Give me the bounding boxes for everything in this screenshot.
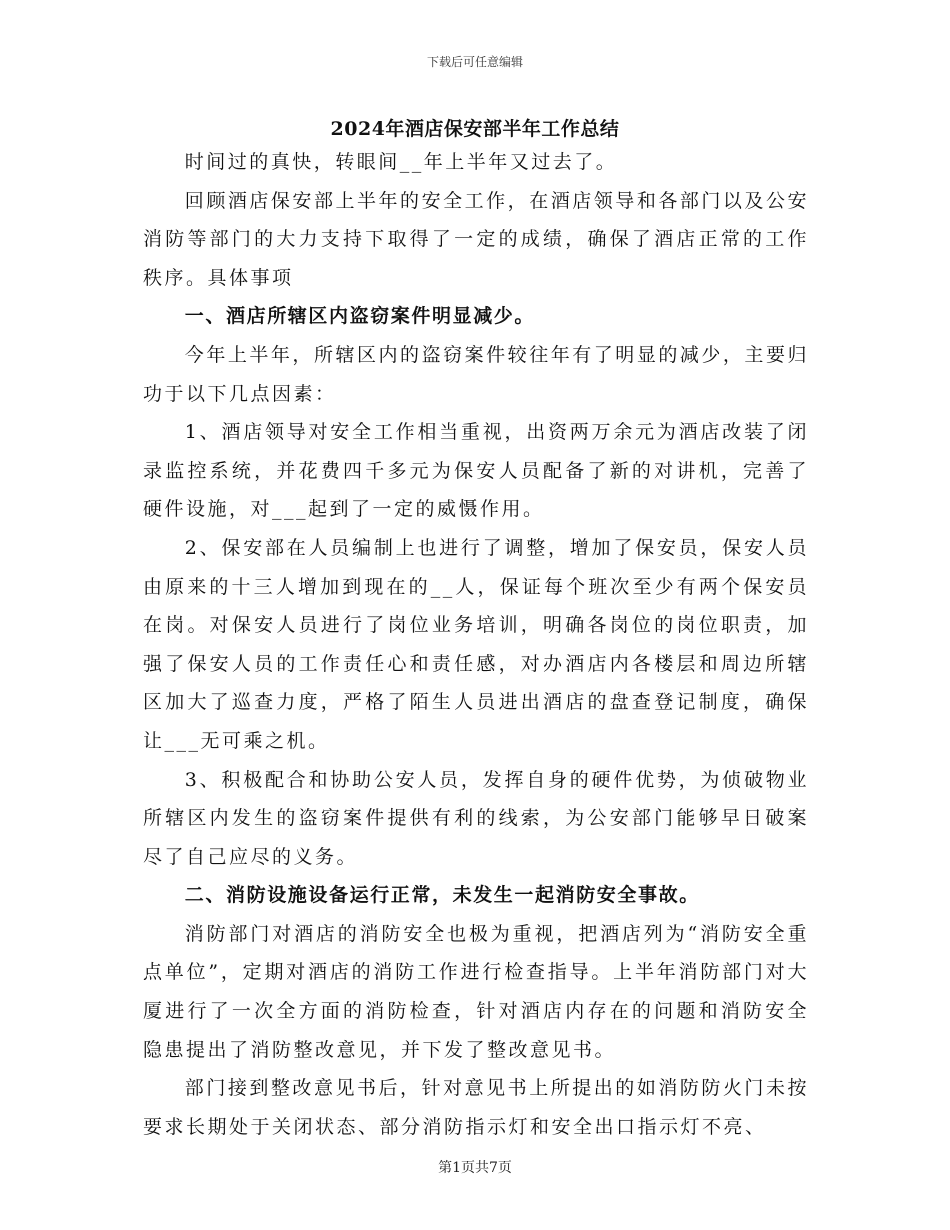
paragraph-item-2: 2、保安部在人员编制上也进行了调整，增加了保安员，保安人员由原来的十三人增加到现在的__人，保证每个班次至少有两个保安员在岗。对保安人员进行了岗位业务培训，明确各岗位的岗位职责，加强了保安人员的工作责任心和责任感，对办酒店内各楼层和周边所辖区加大了巡查力度，严格了陌生人员进出酒店的盘查登记制度，确保让___无可乘之机。 bbox=[143, 536, 809, 752]
paragraph-review: 回顾酒店保安部上半年的安全工作，在酒店领导和各部门以及公安消防等部门的大力支持下取得了一定的成绩，确保了酒店正常的工作秩序。具体事项 bbox=[143, 189, 809, 289]
page-number: 第1页共7页 bbox=[438, 1160, 512, 1176]
paragraph-intro: 时间过的真快，转眼间__年上半年又过去了。 bbox=[184, 151, 618, 173]
paragraph-item-1: 1、酒店领导对安全工作相当重视，出资两万余元为酒店改装了闭录监控系统，并花费四千多元为保安人员配备了新的对讲机，完善了硬件设施，对___起到了一定的威慑作用。 bbox=[143, 421, 809, 521]
paragraph-item-3: 3、积极配合和协助公安人员，发挥自身的硬件优势，为侦破物业所辖区内发生的盗窃案件提供有利的线索，为公安部门能够早日破案尽了自己应尽的义务。 bbox=[143, 768, 809, 868]
paragraph-theft-summary: 今年上半年，所辖区内的盗窃案件较往年有了明显的减少，主要归功于以下几点因素： bbox=[143, 343, 809, 405]
paragraph-fire-inspection: 消防部门对酒店的消防安全也极为重视，把酒店列为“消防安全重点单位”，定期对酒店的消防工作进行检查指导。上半年消防部门对大厦进行了一次全方面的消防检查，针对酒店内存在的问题和消防安全隐患提出了消防整改意见，并下发了整改意见书。 bbox=[143, 922, 809, 1061]
paragraph-rectification: 部门接到整改意见书后，针对意见书上所提出的如消防防火门未按要求长期处于关闭状态、部分消防指示灯和安全出口指示灯不亮、 bbox=[143, 1077, 809, 1138]
document-title: 2024年酒店保安部半年工作总结 bbox=[330, 118, 620, 140]
document-body bbox=[143, 143, 809, 1146]
header-note: 下载后可任意编辑 bbox=[426, 55, 523, 69]
section-heading-theft: 一、酒店所辖区内盗窃案件明显减少。 bbox=[184, 305, 535, 328]
section-heading-fire: 二、消防设施设备运行正常，未发生一起消防安全事故。 bbox=[184, 884, 700, 907]
